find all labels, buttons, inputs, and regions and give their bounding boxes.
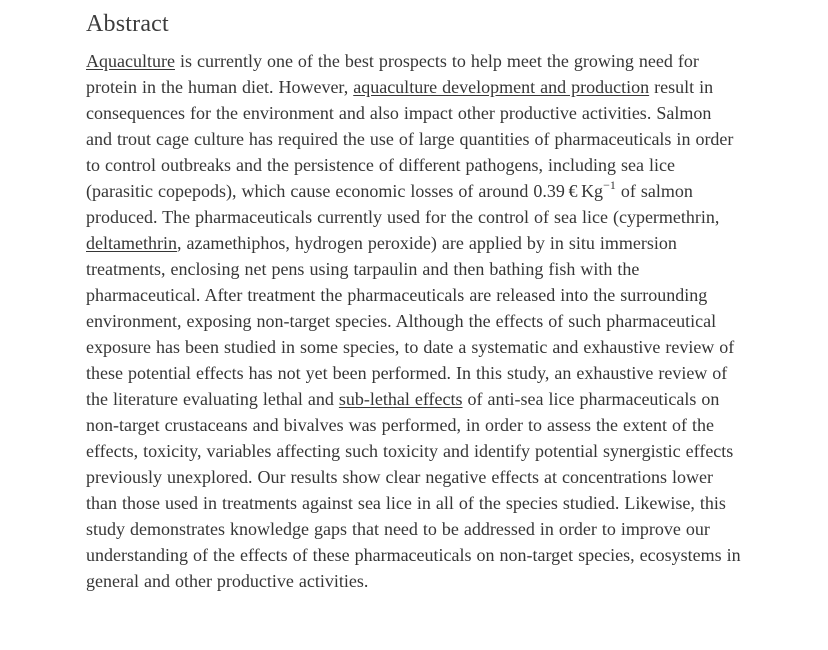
paragraph-text: of anti-sea lice pharmaceuticals on non-target crustaceans and bivalves was performed, in order to assess the extent of the effects, toxicity, variables affecting such toxicity and identify potential synergistic effects previously unexplored. Our results show clear negative effects at concentrations lower than those used in treatments against sea lice in all of the species studied. Likewise, this study demonstrates knowledge gaps that need to be addressed in order to improve our understanding of the effects of these pharmaceuticals on non-target species, ecosystems in general and other productive activities. [86,389,741,591]
link-aquaculture-development-and-production[interactable]: aquaculture development and production [353,77,650,97]
abstract-paragraph [86,48,742,594]
superscript-exponent: −1 [603,178,616,192]
link-sub-lethal-effects[interactable]: sub-lethal effects [338,389,463,409]
paragraph-text: result in consequences for the environment and also impact other productive activities. Salmon and trout cage culture has required the use of large quantities of pharmaceuticals in order to control outbreaks and the persistence of different pathogens, including sea lice (parasitic copepods), which cause economic losses of around 0.39 € Kg [86,77,734,201]
paragraph-text: , azamethiphos, hydrogen peroxide) are applied by in situ immersion treatments, enclosing net pens using tarpaulin and then bathing fish with the pharmaceutical. After treatment the pharmaceuticals are released into the surrounding environment, exposing non-target species. Although the effects of such pharmaceutical exposure has been studied in some species, to date a systematic and exhaustive review of these potential effects has not yet been performed. In this study, an exhaustive review of the literature evaluating lethal and [86,233,735,409]
paragraph-text: is currently one of the best prospects to help meet the growing need for protein in the human diet. However, [86,51,699,97]
abstract-heading: Abstract [86,11,169,37]
paragraph-text: of salmon produced. The pharmaceuticals currently used for the control of sea lice (cypermethrin, [86,181,720,227]
link-deltamethrin[interactable]: deltamethrin [86,233,177,253]
link-aquaculture[interactable]: Aquaculture [86,51,175,71]
